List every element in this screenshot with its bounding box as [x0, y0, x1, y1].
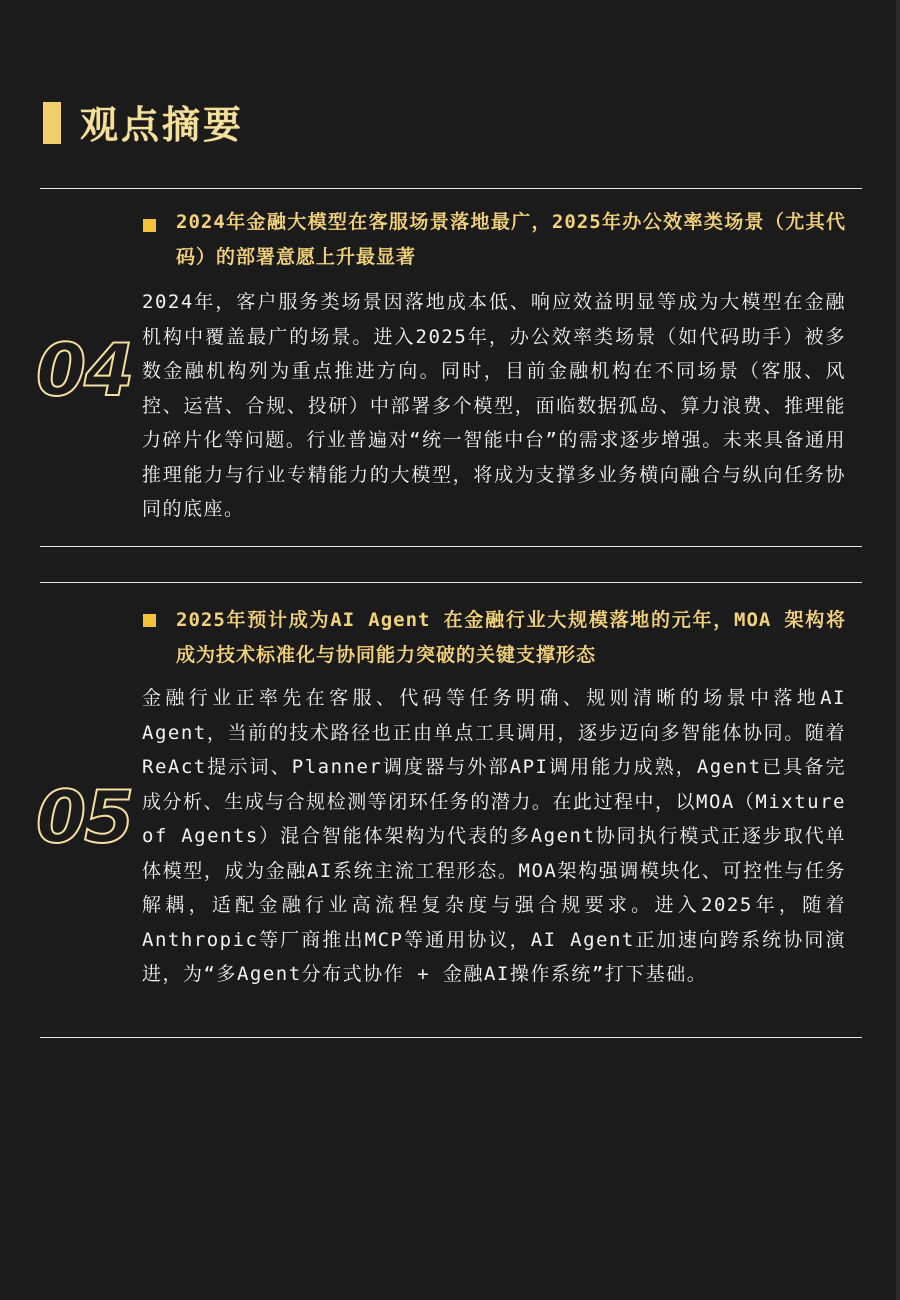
section-body: 2024年，客户服务类场景因落地成本低、响应效益明显等成为大模型在金融机构中覆盖最广的场景。进入2025年，办公效率类场景（如代码助手）被多数金融机构列为重点推进方向。同时，目前金融机构在不同场景（客服、风控、运营、合规、投研）中部署多个模型，面临数据孤岛、算力浪费、推理能力碎片化等问题。行业普遍对“统一智能中台”的需求逐步增强。未来具备通用推理能力与行业专精能力的大模型，将成为支撑多业务横向融合与纵向任务协同的底座。 [142, 291, 846, 520]
page-title: 观点摘要 [80, 102, 245, 147]
section-divider-top [40, 582, 862, 583]
section-divider-bottom [40, 1037, 862, 1038]
page-edge [896, 0, 900, 1300]
section-number: 05 [36, 775, 133, 859]
section-divider-top [40, 188, 862, 189]
square-bullet-icon [143, 614, 156, 627]
section-heading: 2025年预计成为AI Agent 在金融行业大规模落地的元年，MOA 架构将成为技术标准化与协同能力突破的关键支撑形态 [176, 609, 846, 666]
section-divider-bottom [40, 546, 862, 547]
title-accent-bar [43, 102, 61, 144]
square-bullet-icon [143, 219, 156, 232]
section-body: 金融行业正率先在客服、代码等任务明确、规则清晰的场景中落地AI Agent，当前的技术路径也正由单点工具调用，逐步迈向多智能体协同。随着ReAct提示词、Planner调度器与外部API调用能力成熟，Agent已具备完成分析、生成与合规检测等闭环任务的潜力。在此过程中，以MOA（Mixture of Agents）混合智能体架构为代表的多Agent协同执行模式正逐步取代单体模型，成为金融AI系统主流工程形态。MOA架构强调模块化、可控性与任务解耦，适配金融行业高流程复杂度与强合规要求。进入2025年，随着Anthropic等厂商推出MCP等通用协议，AI Agent正加速向跨系统协同演进，为“多Agent分布式协作 + 金融AI操作系统”打下基础。 [142, 687, 846, 985]
section-number: 04 [36, 328, 133, 412]
section-heading: 2024年金融大模型在客服场景落地最广，2025年办公效率类场景（尤其代码）的部署意愿上升最显著 [176, 211, 846, 268]
